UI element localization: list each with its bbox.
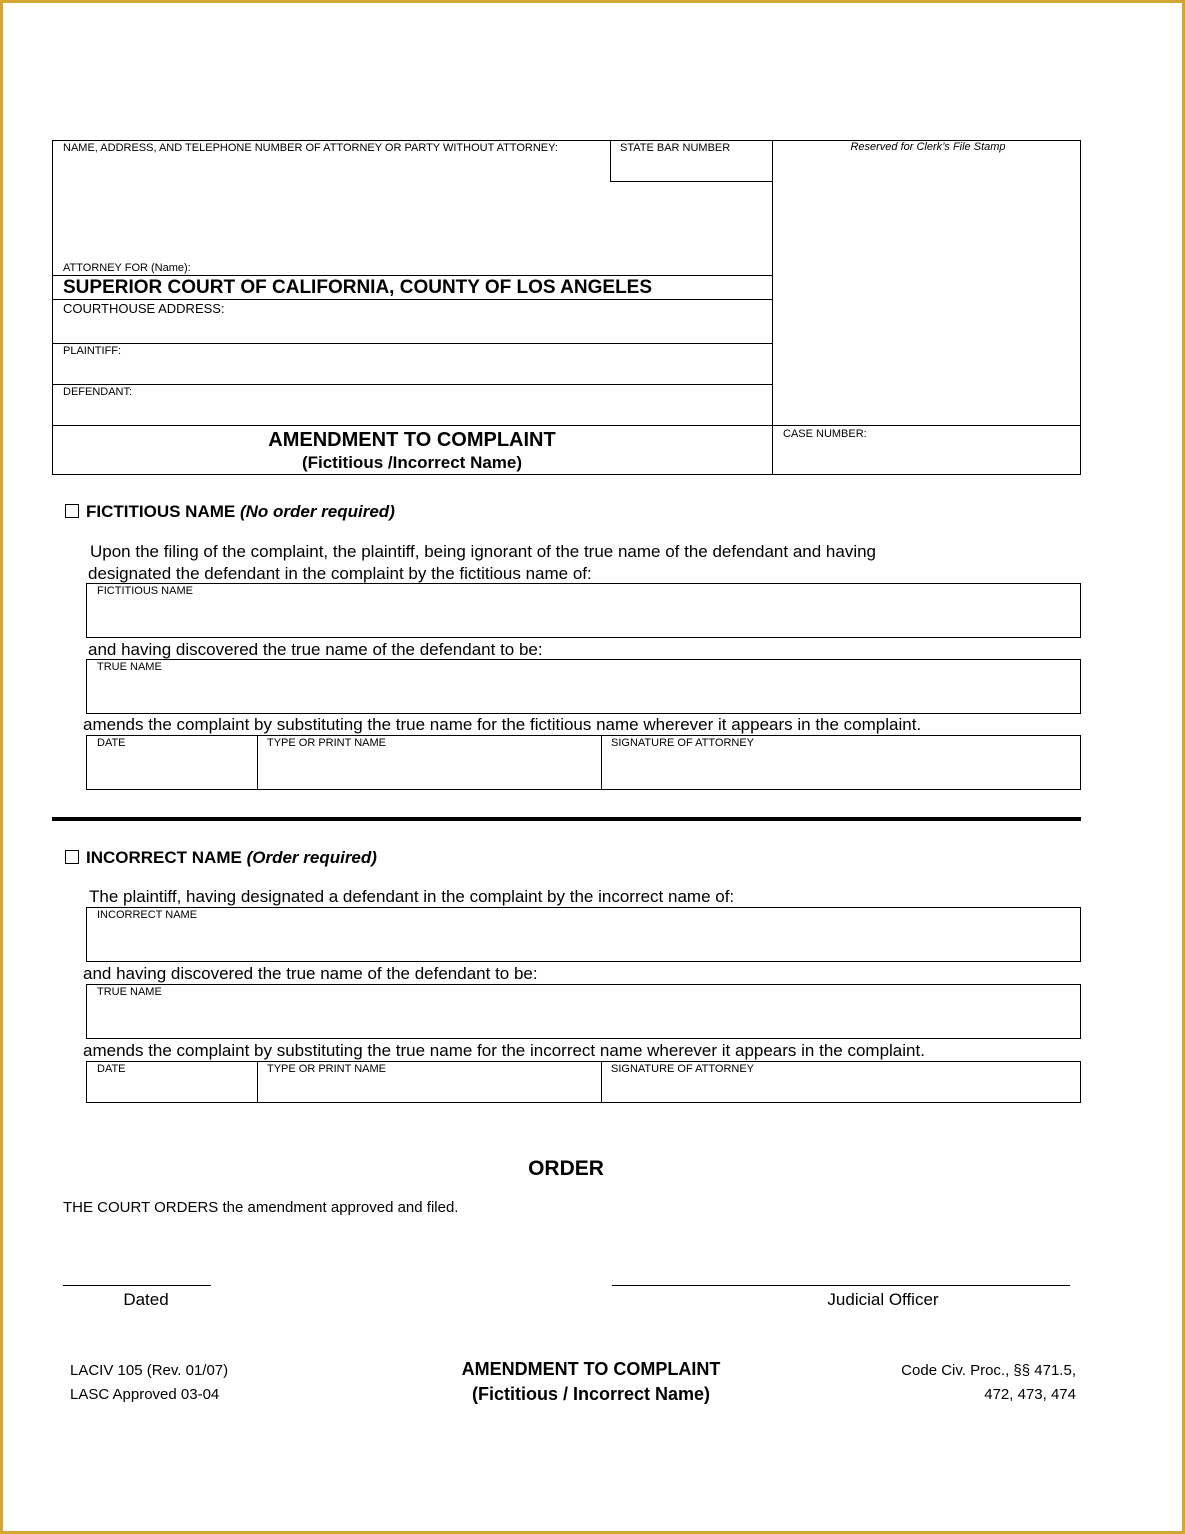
- attorney-for-label: ATTORNEY FOR (Name):: [63, 262, 191, 274]
- defendant-field[interactable]: [58, 400, 768, 424]
- incorrect-true-name-label: TRUE NAME: [97, 986, 162, 998]
- incorrect-print-name-field[interactable]: [261, 1078, 597, 1100]
- incorrect-name-checkbox[interactable]: [65, 850, 79, 864]
- courthouse-address-field[interactable]: [58, 317, 768, 341]
- order-text: THE COURT ORDERS the amendment approved and filed.: [63, 1199, 459, 1216]
- attorney-label: NAME, ADDRESS, AND TELEPHONE NUMBER OF ATTORNEY OR PARTY WITHOUT ATTORNEY:: [63, 142, 558, 154]
- defendant-label: DEFENDANT:: [63, 386, 133, 398]
- fictitious-date-field[interactable]: [90, 753, 253, 787]
- code-reference-line2: 472, 473, 474: [984, 1386, 1076, 1403]
- fictitious-signature-field[interactable]: [605, 753, 1077, 787]
- incorrect-section-title: [86, 848, 377, 868]
- fictitious-name-checkbox[interactable]: [65, 504, 79, 518]
- attorney-info-field[interactable]: [58, 159, 606, 259]
- fictitious-print-name-label: TYPE OR PRINT NAME: [267, 737, 386, 749]
- incorrect-true-name-field[interactable]: [86, 984, 1081, 1039]
- fictitious-true-name-label: TRUE NAME: [97, 661, 162, 673]
- fictitious-true-name-field[interactable]: [86, 659, 1081, 714]
- fictitious-signature-label: SIGNATURE OF ATTORNEY: [611, 737, 755, 749]
- fictitious-amends-text: amends the complaint by substituting the true name for the fictitious name wherever it appears in the complaint.: [83, 715, 922, 734]
- plaintiff-label: PLAINTIFF:: [63, 345, 122, 357]
- fictitious-text-line1: Upon the filing of the complaint, the plaintiff, being ignorant of the true name of the defendant and having: [90, 542, 877, 561]
- clerk-stamp-label: Reserved for Clerk’s File Stamp: [850, 141, 1006, 153]
- form-subtitle: (Fictitious /Incorrect Name): [301, 453, 523, 472]
- incorrect-name-label: INCORRECT NAME: [97, 909, 198, 921]
- state-bar-field[interactable]: [615, 157, 769, 179]
- lasc-approved: LASC Approved 03-04: [70, 1386, 220, 1403]
- state-bar-label: STATE BAR NUMBER: [620, 142, 731, 154]
- order-title: ORDER: [528, 1157, 604, 1180]
- incorrect-title: INCORRECT NAME: [86, 848, 242, 867]
- incorrect-signature-field[interactable]: [605, 1078, 1077, 1100]
- section-divider: [52, 817, 1081, 821]
- fictitious-print-name-field[interactable]: [261, 753, 597, 787]
- fictitious-name-field[interactable]: [86, 583, 1081, 638]
- plaintiff-field[interactable]: [58, 359, 768, 383]
- courthouse-address-label: COURTHOUSE ADDRESS:: [63, 301, 225, 316]
- incorrect-date-field[interactable]: [90, 1078, 253, 1100]
- incorrect-date-label: DATE: [97, 1063, 126, 1075]
- court-name: SUPERIOR COURT OF CALIFORNIA, COUNTY OF LOS ANGELES: [63, 277, 653, 298]
- incorrect-amends-text: amends the complaint by substituting the true name for the incorrect name wherever it appears in the complaint.: [83, 1041, 925, 1060]
- form-title: AMENDMENT TO COMPLAINT: [268, 429, 556, 451]
- dated-line[interactable]: [63, 1285, 211, 1286]
- judicial-officer-label: Judicial Officer: [827, 1290, 939, 1309]
- code-reference-line1: Code Civ. Proc., §§ 471.5,: [901, 1362, 1076, 1379]
- incorrect-discovered-text: and having discovered the true name of the defendant to be:: [83, 964, 538, 983]
- footer-title: AMENDMENT TO COMPLAINT: [461, 1359, 721, 1379]
- dated-label: Dated: [123, 1290, 169, 1309]
- case-number-label: CASE NUMBER:: [783, 428, 867, 440]
- incorrect-signature-label: SIGNATURE OF ATTORNEY: [611, 1063, 755, 1075]
- incorrect-name-field[interactable]: [86, 907, 1081, 962]
- fictitious-note: (No order required): [239, 502, 395, 521]
- incorrect-text-line1: The plaintiff, having designated a defendant in the complaint by the incorrect name of:: [89, 887, 735, 906]
- fictitious-date-label: DATE: [97, 737, 126, 749]
- case-number-field[interactable]: [779, 445, 1077, 471]
- incorrect-note: (Order required): [246, 848, 377, 867]
- fictitious-section-title: [86, 502, 395, 522]
- form-number: LACIV 105 (Rev. 01/07): [70, 1362, 229, 1379]
- fictitious-title: FICTITIOUS NAME: [86, 502, 236, 521]
- fictitious-discovered-text: and having discovered the true name of the defendant to be:: [88, 640, 543, 659]
- fictitious-text-line2: designated the defendant in the complaint by the fictitious name of:: [88, 564, 592, 583]
- incorrect-print-name-label: TYPE OR PRINT NAME: [267, 1063, 386, 1075]
- fictitious-name-label: FICTITIOUS NAME: [97, 585, 193, 597]
- footer-subtitle: (Fictitious / Incorrect Name): [471, 1384, 711, 1404]
- judicial-officer-line[interactable]: [612, 1285, 1070, 1286]
